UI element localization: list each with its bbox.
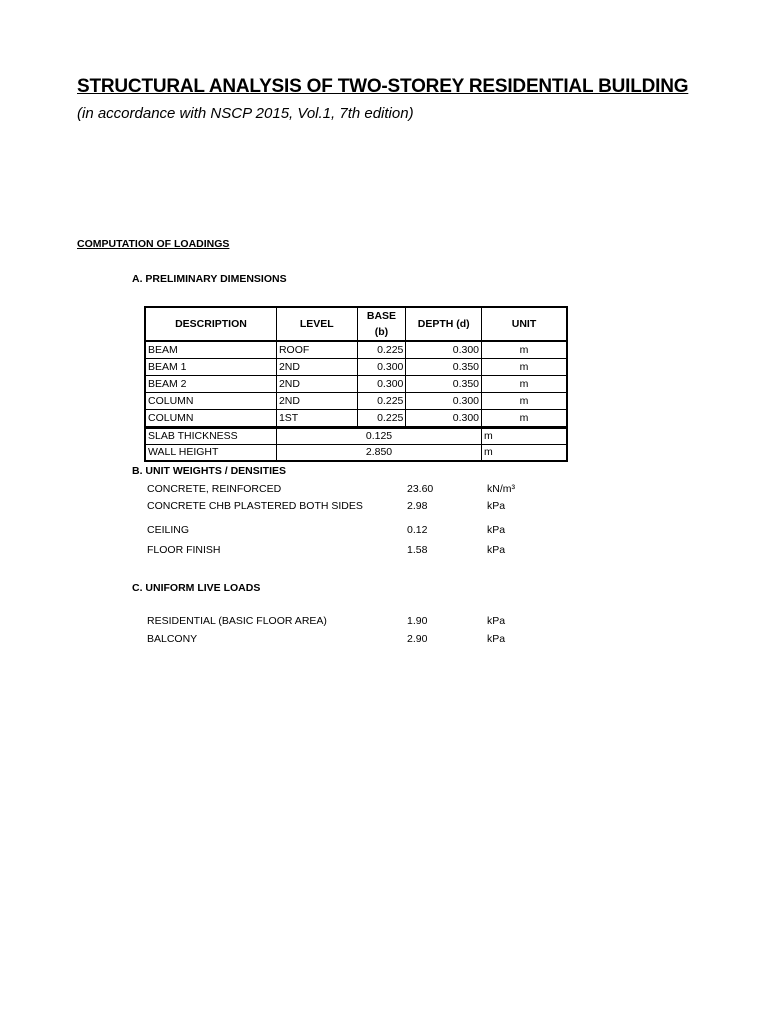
column-header: LEVEL: [276, 307, 357, 341]
list-item-label: CONCRETE, REINFORCED: [147, 483, 282, 495]
table-row: [145, 376, 567, 393]
cell-unit: m: [482, 410, 567, 428]
section-a-heading: A. PRELIMINARY DIMENSIONS: [132, 273, 287, 285]
cell-value: 0.125: [277, 428, 482, 445]
cell-depth: 0.300: [406, 410, 482, 428]
list-item-unit: kN/m³: [487, 483, 515, 495]
list-item-unit: kPa: [487, 524, 506, 536]
cell-description: SLAB THICKNESS: [145, 428, 277, 445]
slab-wall-table: [144, 427, 568, 462]
section-c-heading: C. UNIFORM LIVE LOADS: [132, 582, 261, 594]
cell-unit: m: [482, 341, 567, 359]
list-item-label: FLOOR FINISH: [147, 544, 221, 556]
list-item-unit: kPa: [487, 633, 506, 645]
list-item-unit: kPa: [487, 615, 506, 627]
cell-description: BEAM: [145, 341, 276, 359]
cell-unit: m: [482, 393, 567, 410]
cell-level: 2ND: [276, 393, 357, 410]
list-item-value: 23.60: [407, 483, 434, 495]
section-b-heading: B. UNIT WEIGHTS / DENSITIES: [132, 465, 287, 477]
list-item-value: 2.90: [407, 633, 428, 645]
list-item-value: 2.98: [407, 500, 428, 512]
table-row: [145, 428, 567, 445]
cell-base: 0.225: [357, 410, 406, 428]
page-subtitle: (in accordance with NSCP 2015, Vol.1, 7th edition): [77, 105, 414, 122]
cell-level: 2ND: [276, 376, 357, 393]
cell-depth: 0.300: [406, 393, 482, 410]
list-item-value: 1.58: [407, 544, 428, 556]
cell-level: 1ST: [276, 410, 357, 428]
list-item-unit: kPa: [487, 500, 506, 512]
cell-base: 0.225: [357, 393, 406, 410]
cell-value: 2.850: [277, 445, 482, 462]
table-row: [145, 341, 567, 359]
cell-unit: m: [482, 359, 567, 376]
cell-unit: m: [481, 428, 567, 445]
table-row: [145, 393, 567, 410]
cell-unit: m: [481, 445, 567, 462]
cell-description: BEAM 1: [145, 359, 276, 376]
table-row: [145, 359, 567, 376]
list-item-value: 0.12: [407, 524, 428, 536]
cell-base: 0.300: [357, 359, 406, 376]
cell-description: WALL HEIGHT: [145, 445, 277, 462]
list-item-label: CONCRETE CHB PLASTERED BOTH SIDES: [147, 500, 363, 512]
dimensions-table: [144, 306, 568, 428]
column-header: UNIT: [482, 307, 567, 341]
list-item-label: RESIDENTIAL (BASIC FLOOR AREA): [147, 615, 327, 627]
table-row: [145, 445, 567, 462]
cell-description: COLUMN: [145, 410, 276, 428]
column-header: BASE (b): [357, 307, 406, 341]
column-header: DEPTH (d): [406, 307, 482, 341]
cell-description: COLUMN: [145, 393, 276, 410]
table-row: [145, 410, 567, 428]
list-item-label: CEILING: [147, 524, 190, 536]
cell-level: 2ND: [276, 359, 357, 376]
list-item-label: BALCONY: [147, 633, 198, 645]
computation-heading: COMPUTATION OF LOADINGS: [77, 238, 230, 250]
cell-description: BEAM 2: [145, 376, 276, 393]
cell-base: 0.300: [357, 376, 406, 393]
column-header: DESCRIPTION: [145, 307, 276, 341]
cell-depth: 0.350: [406, 376, 482, 393]
cell-level: ROOF: [276, 341, 357, 359]
list-item-unit: kPa: [487, 544, 506, 556]
cell-base: 0.225: [357, 341, 406, 359]
page-title: STRUCTURAL ANALYSIS OF TWO-STOREY RESIDENTIAL BUILDING: [77, 76, 689, 97]
cell-depth: 0.350: [406, 359, 482, 376]
cell-depth: 0.300: [406, 341, 482, 359]
cell-unit: m: [482, 376, 567, 393]
table-header-row: [145, 307, 567, 341]
list-item-value: 1.90: [407, 615, 428, 627]
